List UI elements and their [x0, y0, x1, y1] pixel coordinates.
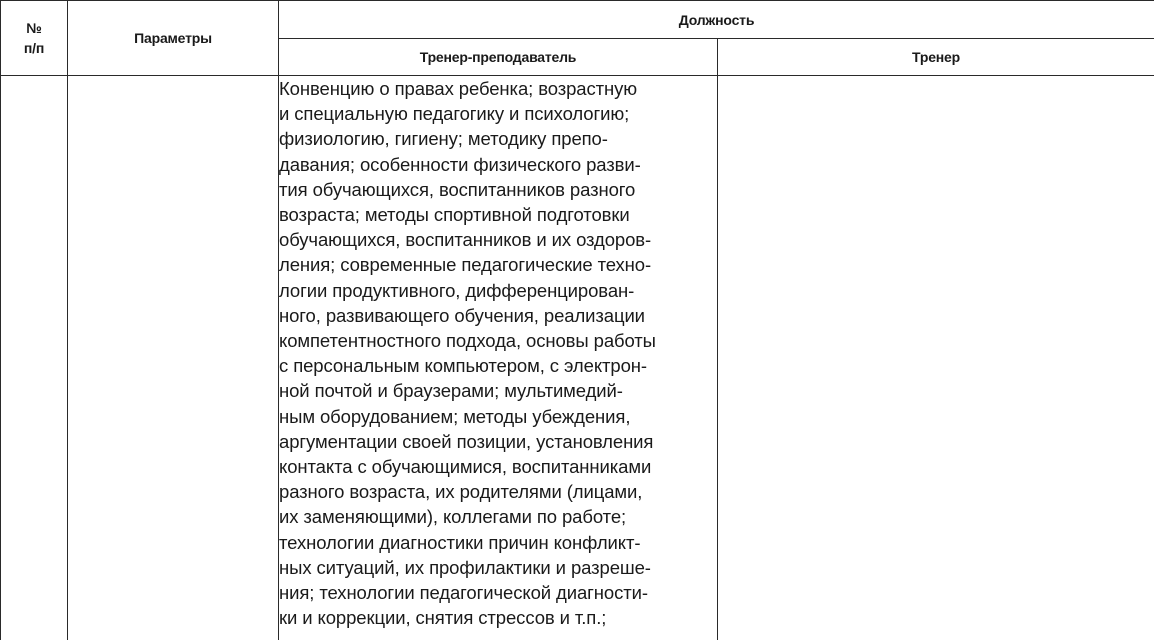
teacher-line: возраста; методы спортивной подготовки	[279, 204, 630, 226]
teacher-line: ных ситуаций, их профилактики и разреше-	[279, 556, 651, 578]
header-num	[1, 1, 68, 76]
cell-params	[68, 76, 279, 640]
teacher-line: обучающихся, воспитанников и их оздоров-	[279, 229, 652, 251]
teacher-line: и специальную педагогику и психологию;	[279, 103, 630, 125]
teacher-line: ления; современные педагогические техно-	[279, 254, 652, 276]
teacher-line: контакта с обучающимися, воспитанниками	[279, 456, 652, 478]
header-col-teacher: Тренер-преподаватель	[279, 39, 718, 76]
cell-num	[1, 76, 68, 640]
teacher-line: с персональным компьютером, с электрон-	[279, 355, 647, 377]
teacher-line: их заменяющими), коллегами по работе;	[279, 506, 627, 528]
teacher-line: ной почтой и браузерами; мультимедий-	[279, 380, 623, 402]
header-position: Должность	[279, 1, 1154, 39]
header-row-top	[1, 1, 1154, 39]
teacher-line: ки и коррекции, снятия стрессов и т.п.;	[279, 607, 607, 629]
teacher-line: аргументации своей позиции, установления	[279, 430, 654, 452]
header-num-line-2: п/п	[23, 40, 45, 56]
teacher-line: давания; особенности физического разви-	[279, 153, 641, 175]
teacher-line: Конвенцию о правах ребенка; возрастную	[279, 78, 638, 99]
teacher-line: физиологию, гигиену; методику препо-	[279, 128, 608, 150]
teacher-line: логии продуктивного, дифференцирован-	[279, 279, 635, 301]
teacher-line: ного, развивающего обучения, реализации	[279, 304, 645, 326]
table-row	[1, 76, 1154, 640]
header-num-line-1: №	[26, 20, 42, 36]
teacher-line: ным оборудованием; методы убеждения,	[279, 405, 631, 427]
header-col-trainer: Тренер	[718, 39, 1154, 76]
teacher-line: ния; технологии педагогической диагности-	[279, 582, 648, 604]
teacher-line: технологии диагностики причин конфликт-	[279, 531, 641, 553]
cell-trainer	[718, 76, 1154, 640]
teacher-line: компетентностного подхода, основы работы	[279, 330, 656, 352]
teacher-line: тия обучающихся, воспитанников разного	[279, 178, 636, 200]
cell-teacher	[279, 76, 718, 640]
header-params: Параметры	[68, 1, 279, 76]
teacher-line: разного возраста, их родителями (лицами,	[279, 481, 643, 503]
